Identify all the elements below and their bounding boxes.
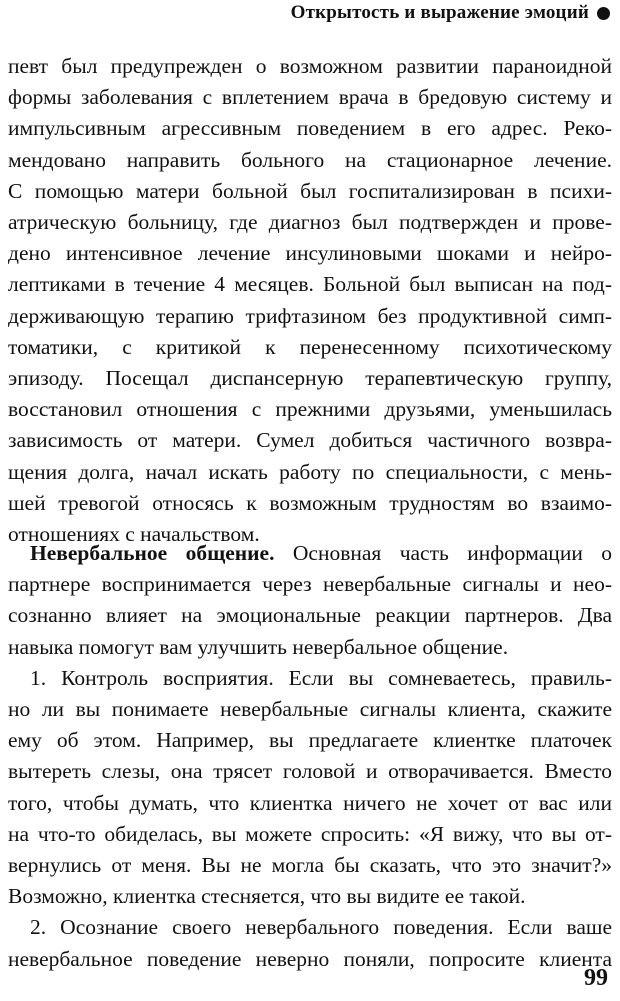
- text-line: лептиками в течение 4 месяцев. Больной был выписан на под-: [8, 272, 612, 297]
- text-line: атрическую больницу, где диагноз был подтвержден и прове-: [8, 210, 612, 235]
- text-line: зависимость от матери. Сумел добиться частичного возвра-: [8, 428, 612, 453]
- text-line: эпизоду. Посещал диспансерную терапевтическую группу,: [8, 366, 612, 391]
- section-first-line: [8, 538, 612, 569]
- page-number: 99: [584, 965, 608, 991]
- text-line: формы заболевания с вплетением врача в бредовую систему и: [8, 85, 612, 110]
- text-line: восстановил отношения с прежними друзьями, уменьшилась: [8, 397, 612, 422]
- text-line: томатики, с критикой к перенесенному психотическому: [8, 334, 612, 359]
- text-line: вытереть слезы, она трясет головой и отворачивается. Вместо: [8, 759, 612, 784]
- text-line: ему об этом. Например, вы предлагаете клиентке платочек: [8, 728, 612, 753]
- running-title: Открытость и выражение эмоций: [290, 2, 589, 23]
- list-item-2-line: 2. Осознание своего невербального поведения. Если ваше: [30, 915, 612, 940]
- text-line: Возможно, клиентка стесняется, что вы видите ее такой.: [8, 884, 526, 909]
- text-line: на что-то обиделась, вы можете спросить: «Я вижу, что вы от-: [8, 821, 612, 846]
- text-line: но ли вы понимаете невербальные сигналы клиента, скажите: [8, 697, 612, 722]
- text-line: певт был предупрежден о возможном развитии параноидной: [8, 54, 612, 78]
- text-line: отношениях с начальством.: [8, 522, 260, 547]
- text-line: вернулись от меня. Вы не могла бы сказать, что это значит?»: [8, 853, 612, 878]
- list-item-1-line: 1. Контроль восприятия. Если вы сомневаетесь, правиль-: [30, 665, 612, 690]
- text-line: навыка помогут вам улучшить невербальное общение.: [8, 634, 509, 659]
- text-line: того, чтобы думать, что клиентка ничего не хочет от вас или: [8, 790, 612, 815]
- text-line: дено интенсивное лечение инсулиновыми шоками и нейро-: [8, 241, 612, 266]
- text-line: шей тревогой относясь к возможным трудностям во взаимо-: [8, 490, 612, 515]
- text-line: партнере воспринимается через невербальные сигналы и нео-: [8, 572, 612, 597]
- text-line: невербальное поведение неверно поняли, попросите клиента: [8, 946, 612, 971]
- bullet-icon: [597, 7, 610, 20]
- text-line: мендовано направить больного на стационарное лечение.: [8, 147, 612, 172]
- running-header: [291, 2, 610, 24]
- section-heading: Невербальное общение.: [30, 541, 275, 565]
- text-line: сознанно влияет на эмоциональные реакции партнеров. Два: [8, 603, 612, 628]
- text-line: С помощью матери больной был госпитализирован в психи-: [8, 178, 612, 203]
- text-line: импульсивным агрессивным поведением в его адрес. Реко-: [8, 116, 612, 141]
- text-line: щения долга, начал искать работу по специальности, с мень-: [8, 459, 612, 484]
- case-paragraph: [8, 51, 612, 550]
- nonverbal-section: [8, 538, 612, 975]
- text-line: держивающую терапию трифтазином без продуктивной симп-: [8, 303, 612, 328]
- section-first-line-text: Основная часть информации о: [274, 541, 612, 565]
